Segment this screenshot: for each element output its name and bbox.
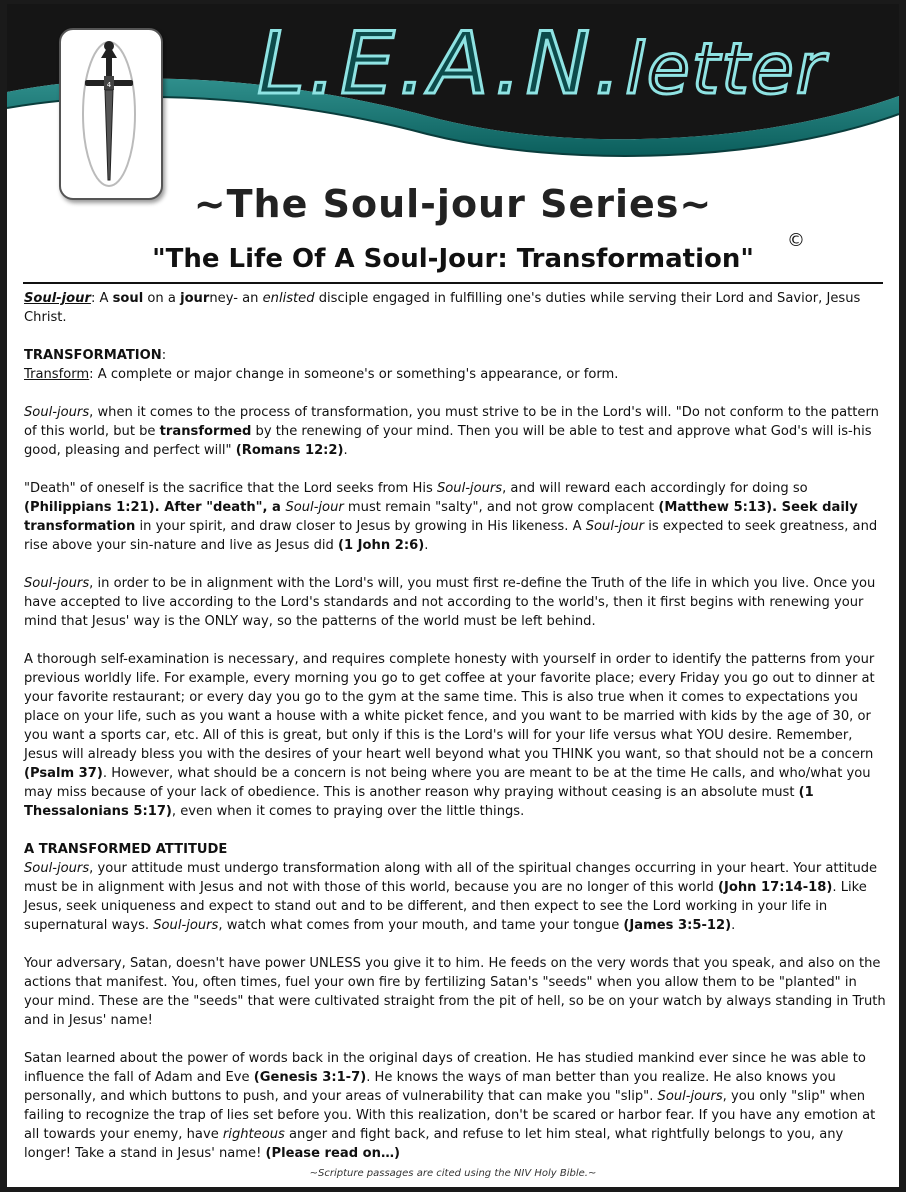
text: is expected to seek greatness, and rise above your sin-nature and live as Jesus did <box>24 519 878 553</box>
text: in your spirit, and draw closer to Jesus by growing in His likeness. A <box>135 519 586 534</box>
scripture-ref: (Matthew 5:13) <box>658 500 773 515</box>
text: . <box>343 443 348 458</box>
text: Soul-jours <box>24 861 90 876</box>
footer-note: ~Scripture passages are cited using the NIV Holy Bible.~ <box>309 1168 597 1179</box>
scripture-ref: (Genesis 3:1-7) <box>253 1070 367 1085</box>
paragraph-4 <box>24 650 886 821</box>
text: , your attitude must undergo transformation along with all of the spiritual changes occurring in your heart. Your attitude must be in alignment with Jesus and not with those of this world, because you are no longer of this world <box>24 861 878 895</box>
section-heading: TRANSFORMATION <box>24 348 162 363</box>
text: Soul-jours <box>657 1089 723 1104</box>
text: "Death" of oneself is the sacrifice that the Lord seeks from His <box>24 481 437 496</box>
read-on-note: (Please read on…) <box>265 1146 401 1161</box>
paragraph-2 <box>24 479 886 555</box>
text: must remain "salty", and not grow complacent <box>343 500 659 515</box>
newsletter-page <box>7 4 899 1187</box>
scripture-ref: (Romans 12:2) <box>235 443 344 458</box>
text: . He knows the ways of man better than you realize. He also knows you personally, and which buttons to push, and your areas of vulnerability that can make you "slip". <box>24 1070 836 1104</box>
text: : A <box>90 291 113 306</box>
text: Soul-jours <box>153 918 219 933</box>
text: A thorough self-examination is necessary, and requires complete honesty with yourself in order to identify the patterns from your previous worldly life. For example, every morning you go to get coffee at your favorite place; every Friday you go out to dinner at your favorite restaurant; or every day you go to the gym at the same time. This is also true when it comes to expectations you place on your life, such as you want a house with a white picket fence, and you want to be married with kids by the age of 30, or you want a sports car, etc. All of this is great, but only if this is the Lord's will for your life versus what YOU desire. Remember, Jesus will already bless you with the desires of your heart well beyond what you THINK you want, so that should not be a concern <box>24 652 875 762</box>
series-title: ~The Soul-jour Series~ <box>193 182 713 226</box>
text: Soul-jours <box>24 576 90 591</box>
text: Your adversary, Satan, doesn't have power UNLESS you give it to him. He feeds on the very words that you speak, and also on the actions that manifest. You, often times, fuel your own fire by fertilizing Satan's "seeds" when you allow them to be "planted" in your mind. These are the "seeds" that were cultivated straight from the pit of hell, so be on your watch by always standing in Truth and in Jesus' name! <box>24 956 886 1028</box>
scripture-ref: (James 3:5-12) <box>623 918 732 933</box>
text: : <box>161 348 167 363</box>
definition-term: Soul-jour <box>24 291 91 306</box>
text: : A complete or major change in someone's or something's appearance, or form. <box>89 367 619 382</box>
text: . <box>731 918 736 933</box>
masthead-acronym: L.E.A.N. <box>257 14 626 114</box>
paragraph-3 <box>24 574 886 631</box>
text: . Like Jesus, seek uniqueness and expect to stand out and to be different, and then expect to see the Lord working in your life in supernatural ways. <box>24 880 867 933</box>
text: anger and fight back, and refuse to let him steal, what rightfully belongs to you, any longer! Take a stand in Jesus' name! <box>24 1127 844 1161</box>
transformation-section <box>24 346 886 384</box>
text: Soul-jour <box>585 519 645 534</box>
text: , in order to be in alignment with the Lord's will, you must first re-define the Truth of the life in which you live. Once you have accepted to live according to the Lord's standards and not according to the world's, then it first begins with renewing your mind that Jesus' way is the ONLY way, so the patterns of the world must be left behind. <box>24 576 876 629</box>
title-divider <box>23 282 883 284</box>
scripture-ref: (1 Thessalonians 5:17) <box>24 785 814 819</box>
text: righteous <box>222 1127 285 1142</box>
definition-paragraph <box>24 289 886 327</box>
masthead-word: letter <box>625 28 827 110</box>
logo <box>59 28 163 200</box>
scripture-ref: (Psalm 37) <box>24 766 103 781</box>
text: , watch what comes from your mouth, and tame your tongue <box>218 918 624 933</box>
text: enlisted <box>262 291 315 306</box>
text: , you only "slip" when failing to recognize the trap of lies set before you. With this realization, don't be scared or harbor fear. If you have any emotion at all towards your enemy, have <box>24 1089 876 1142</box>
paragraph-1 <box>24 403 886 460</box>
text: , and will reward each accordingly for doing so <box>502 481 808 496</box>
scripture-ref: (John 17:14-18) <box>718 880 833 895</box>
text: . However, what should be a concern is not being where you are meant to be at the time He calls, and who/what you may miss because of your lack of obedience. This is another reason why praying without ceasing is an absolute must <box>24 766 871 800</box>
attitude-section <box>24 840 886 935</box>
masthead-title <box>257 14 827 114</box>
text: soul <box>112 291 144 306</box>
text: transformed <box>159 424 252 439</box>
text: jour <box>180 291 210 306</box>
text: , when it comes to the process of transformation, you must strive to be in the Lord's will. "Do not conform to the pattern of this world, but be <box>24 405 879 439</box>
text: . After "death", a <box>154 500 286 515</box>
paragraph-5 <box>24 954 886 1030</box>
text: Soul-jours <box>436 481 503 496</box>
text: by the renewing of your mind. Then you will be able to test and approve what God's will is-his good, pleasing and perfect will" <box>24 424 872 458</box>
paragraph-6 <box>24 1049 886 1163</box>
text: , even when it comes to praying over the little things. <box>171 804 525 819</box>
section-heading: A TRANSFORMED ATTITUDE <box>24 842 228 857</box>
scripture-ref: (1 John 2:6) <box>338 538 425 553</box>
sword-icon <box>61 30 161 198</box>
text: ney- an <box>209 291 263 306</box>
article-title: "The Life Of A Soul-Jour: Transformation" <box>152 244 754 274</box>
article-body <box>24 289 886 1182</box>
text: . <box>424 538 429 553</box>
copyright-symbol: © <box>787 230 805 251</box>
scripture-ref: (Philippians 1:21) <box>24 500 155 515</box>
text: Soul-jour <box>285 500 344 515</box>
text: disciple engaged in fulfilling one's duties while serving their Lord and Savior, Jesus Christ. <box>24 291 861 325</box>
transform-term: Transform <box>24 367 90 382</box>
text: . Seek daily transformation <box>24 500 858 534</box>
svg-text:4: 4 <box>106 81 112 89</box>
text: Soul-jours <box>24 405 90 420</box>
text: Satan learned about the power of words back in the original days of creation. He has studied mankind ever since he was able to influence the fall of Adam and Eve <box>24 1051 866 1085</box>
text: on a <box>143 291 181 306</box>
